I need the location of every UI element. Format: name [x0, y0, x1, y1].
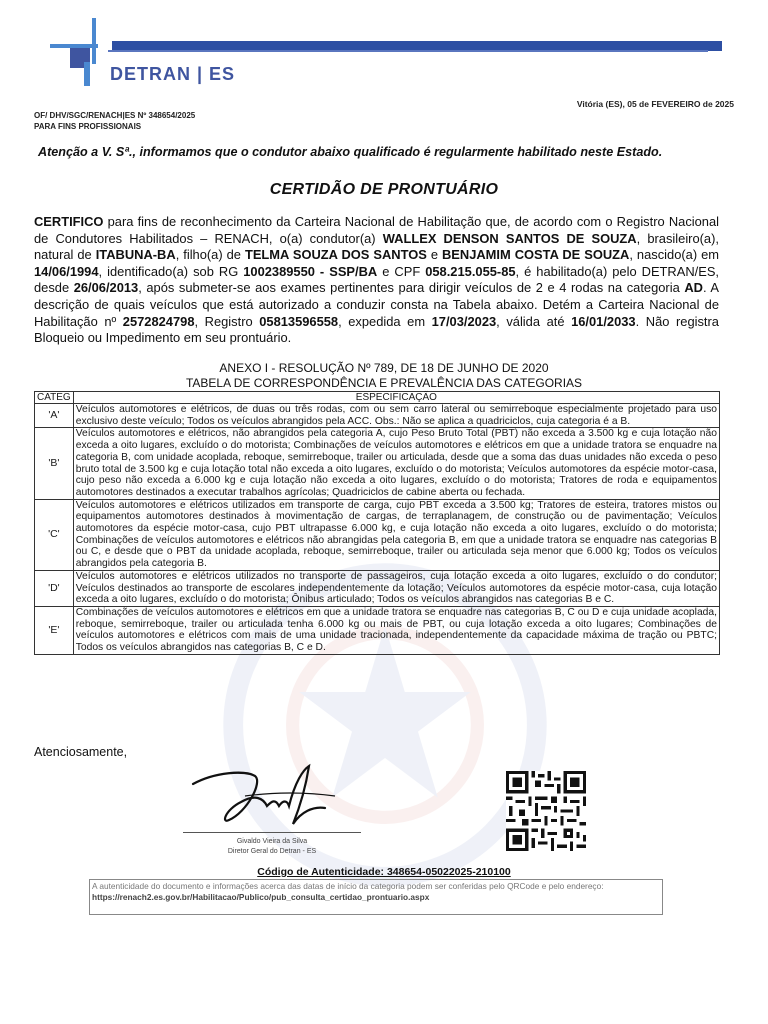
table-row: [35, 606, 720, 654]
category-table: [34, 391, 720, 655]
cert-text: . Não registra Bloqueio ou Impedimento em seu prontuário.: [34, 313, 719, 346]
signer-role: Diretor Geral do Detran - ES: [227, 848, 317, 855]
signature-line: [183, 832, 361, 833]
cert-text: e CPF: [377, 263, 426, 279]
category-code: 'B': [35, 428, 74, 499]
col-header-categ: CATEG: [35, 392, 74, 404]
authenticity-url[interactable]: https://renach2.es.gov.br/Habilitacao/Publico/pub_consulta_certidao_prontuario.aspx: [92, 892, 430, 902]
signature-image: [185, 762, 345, 832]
document-purpose: PARA FINS PROFISSIONAIS: [34, 122, 142, 131]
category-spec: Veículos automotores e elétricos utilizados em transporte de carga, cujo PBT exceda a 3.500 kg; Tratores de esteira, tratores mistos ou equipamentos automotores destinados à movimentação de cargas, de terraplanagem, de construção ou de pavimentação; Veículos automotores da espécie motor-casa, cujo PBT ultrapasse 6.000 kg, e cuja lotação não exceda a oito lugares, excluído o do motorista; Combinações de veículos automotores e elétricos não abrangidas pela categoria B, em que a unidade tratora se enquadre nas categorias B ou C, e desde que o PBT da unidade acoplada, reboque, semirreboque, trailer ou articulada seja menor que 6.000 kg; Todos os veículos abrangidos pela categoria B.: [73, 499, 719, 570]
licensed-since: 26/06/2013: [73, 280, 139, 296]
certifico-word: CERTIFICO: [34, 214, 104, 229]
cert-text: , é habilitado(a) pelo DETRAN/ES, desde: [34, 263, 719, 296]
qr-code-icon[interactable]: [506, 771, 586, 851]
cpf-number: 058.215.055-85: [425, 263, 516, 279]
authenticity-text: A autenticidade do documento e informações acerca das datas de início da categoria podem ser conferidas pelo QRCode e pelo endereço:: [92, 881, 604, 891]
cert-text: , após submeter-se aos exames pertinentes para dirigir veículos de 2 e 4 rodas na categoria: [138, 280, 685, 296]
header-bar-accent: [108, 50, 708, 52]
category-code: 'C': [35, 499, 74, 570]
cert-text: , Registro: [194, 313, 260, 329]
col-header-spec: ESPECIFICAÇÃO: [73, 392, 719, 404]
authenticity-box: [89, 879, 663, 915]
authenticity-code: Código de Autenticidade: 348654-05022025-210100: [257, 866, 511, 878]
cert-text: . A descrição de quais veículos que está autorizado a conduzir consta na Tabela abaixo. Detém a Carteira Nacional de Habilitação nº: [34, 280, 719, 329]
annex-subtitle: TABELA DE CORRESPONDÊNCIA E PREVALÊNCIA DAS CATEGORIAS: [185, 376, 583, 390]
rg-number: 1002389550 - SSP/BA: [243, 263, 378, 279]
table-row: [35, 428, 720, 499]
logo-text: DETRAN | ES: [110, 64, 236, 84]
category-code: 'D': [35, 570, 74, 606]
issue-date: 17/03/2023: [431, 313, 497, 329]
cert-text: , nascido(a) em: [629, 247, 720, 263]
birth-date: 14/06/1994: [34, 263, 99, 279]
closing-text: Atenciosamente,: [34, 745, 128, 759]
birthplace: ITABUNA-BA: [95, 247, 176, 263]
signer-name: Givaldo Vieira da Silva: [236, 838, 308, 845]
category-code: 'E': [35, 606, 74, 654]
category-spec: Veículos automotores e elétricos, de duas ou três rodas, com ou sem carro lateral ou semirreboque especialmente projetado para uso exclusivo deste veículo; Todos os veículos abrangidos pela ACC. Obs.: Não se aplica a quadriciclos, cuja categoria é a B.: [73, 404, 719, 428]
table-row: [35, 404, 720, 428]
notice-text: Atenção a V. Sª., informamos que o condutor abaixo qualificado é regularmente habilitado neste Estado.: [38, 145, 663, 159]
annex-title: ANEXO I - RESOLUÇÃO Nº 789, DE 18 DE JUNHO DE 2020: [219, 361, 549, 375]
cert-text: , filho(a) de: [175, 247, 245, 263]
category-code: 'A': [35, 404, 74, 428]
cert-text: , identificado(a) sob RG: [98, 263, 244, 279]
table-row: [35, 570, 720, 606]
cert-text: , válida até: [496, 313, 572, 329]
certificate-paragraph: [34, 214, 719, 347]
page-title: CERTIDÃO DE PRONTUÁRIO: [269, 181, 499, 198]
document-date: Vitória (ES), 05 de FEVEREIRO de 2025: [576, 99, 734, 109]
cert-text: para fins de reconhecimento da Carteira Nacional de Habilitação que, de acordo com o Registro Nacional de Condutores Habilitados – RENACH, o(a) condutor(a): [34, 214, 719, 246]
mother-name: TELMA SOUZA DOS SANTOS: [244, 247, 427, 263]
category-spec: Veículos automotores e elétricos utilizados no transporte de passageiros, cuja lotação exceda a oito lugares, excluído o do condutor; Veículos destinados ao transporte de escolares independentemente da lotação; Veículos automotores da espécie motor-casa, cuja lotação exceda a oito lugares, excluído o do motorista; Ônibus articulado; Todos os veículos abrangidos nas categorias B e C.: [73, 570, 719, 606]
license-category: AD: [684, 280, 703, 296]
table-row: [35, 499, 720, 570]
father-name: BENJAMIM COSTA DE SOUZA: [441, 247, 630, 263]
cert-text: e: [426, 247, 442, 263]
cert-text: , brasileiro(a), natural de: [34, 230, 719, 263]
cnh-number: 2572824798: [122, 313, 195, 329]
category-spec: Veículos automotores e elétricos, não abrangidos pela categoria A, cujo Peso Bruto Total (PBT) não exceda a 3.500 kg e cuja lotação não exceda a oito lugares, excluído o do motorista; Combinações de veículos automotores e elétricos em que a unidade tratora se enquadre na categoria B, com unidade acoplada, reboque, semirreboque, trailer ou articulada, desde que a soma das duas unidades não exceda o peso bruto total de 3.500 kg e cuja lotação total não exceda a oito lugares, excluído o do motorista; Veículos automotores da espécie motor-casa, cujo peso não exceda a 6.000 kg e cuja lotação não exceda a oito lugares, excluído o do motorista; Tratores de roda e equipamentos automotores destinados a executar trabalhos agrícolas; Quadriciclos de cabine aberta ou fechada.: [73, 428, 719, 499]
valid-until: 16/01/2033: [571, 313, 636, 329]
registro-number: 05813596558: [259, 313, 339, 329]
category-spec: Combinações de veículos automotores e elétricos em que a unidade tratora se enquadre nas categorias B, C ou D e cuja unidade acoplada, reboque, semirreboque, trailer ou articulada tenha 6.000 kg ou mais de PBT, ou cuja lotação exceda a oito lugares; Combinações de veículos automotores e elétricos com mais de uma unidade tracionada, independentemente da capacidade máxima de tração ou PBTC; Todos os veículos abrangidos nas categorias B, C e D.: [73, 606, 719, 654]
cert-text: , expedida em: [338, 313, 432, 329]
document-reference: OF/ DHV/SGC/RENACH|ES Nº 348654/2025: [34, 111, 196, 120]
driver-name: WALLEX DENSON SANTOS DE SOUZA: [382, 230, 637, 246]
